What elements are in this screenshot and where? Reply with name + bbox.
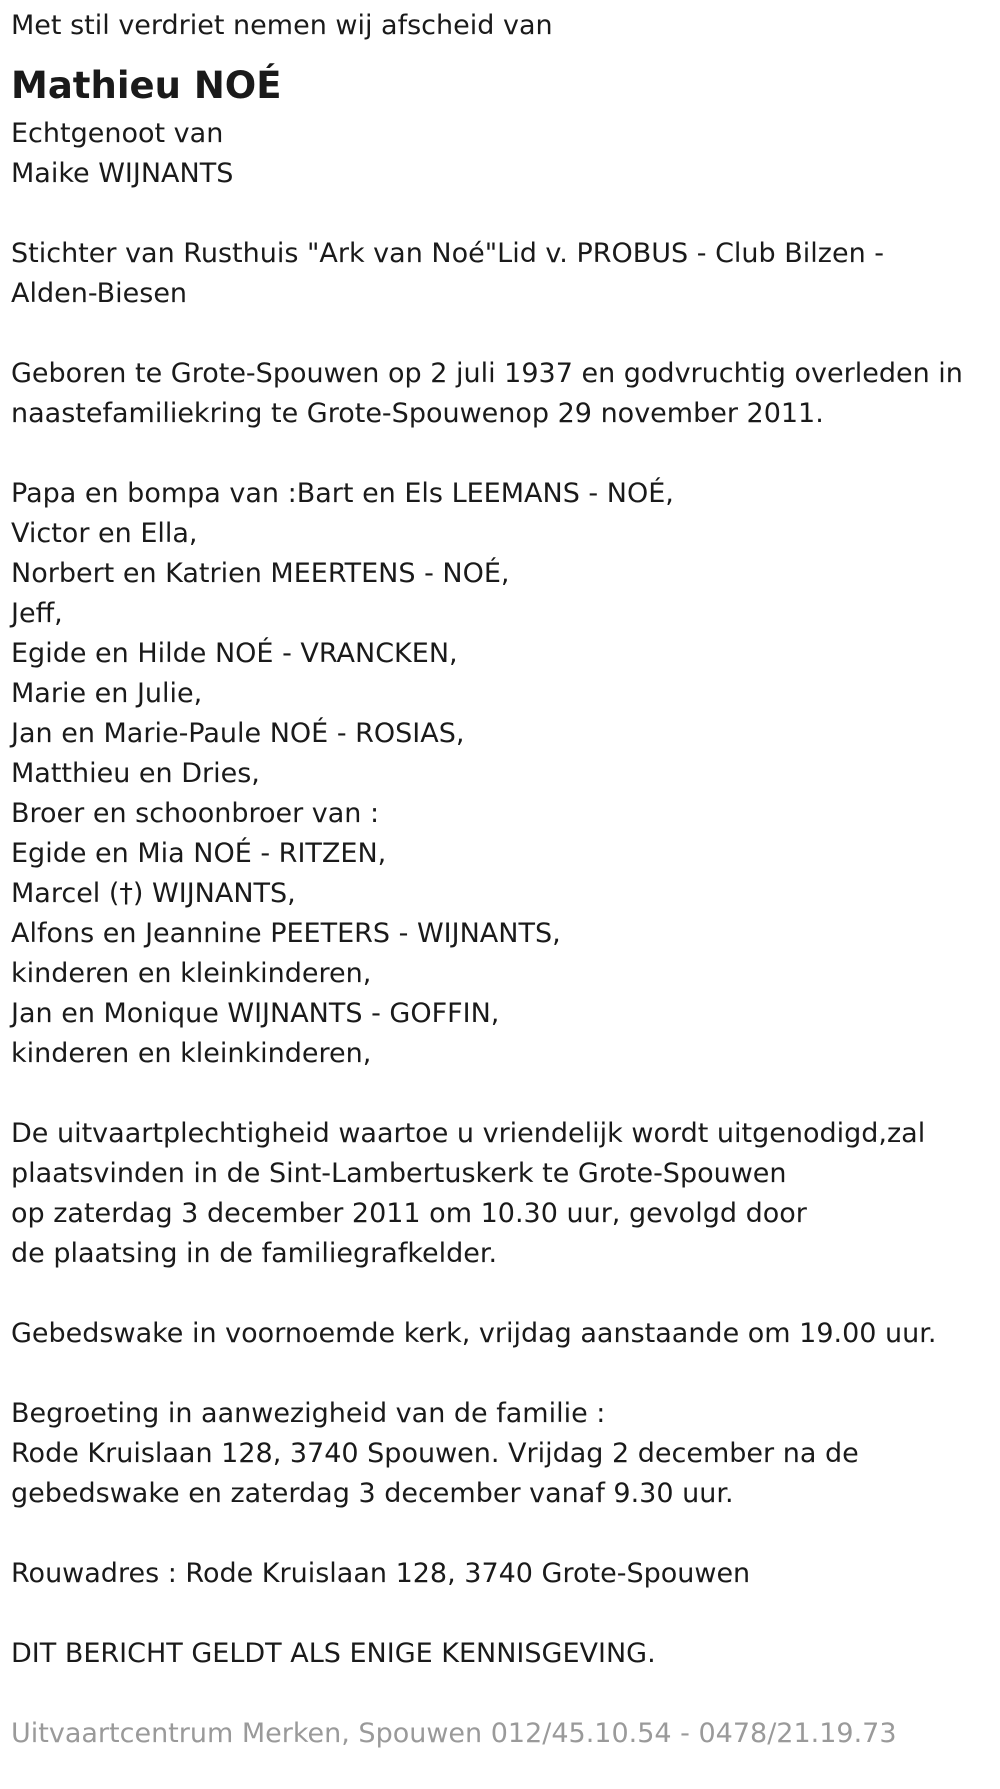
obituary-notice: [11, 6, 991, 1754]
birth-line: naastefamiliekring te Grote-Spouwenop 29 november 2011.: [11, 398, 824, 429]
family-line: Alfons en Jeannine PEETERS - WIJNANTS,: [11, 918, 561, 949]
spacer: [11, 434, 991, 474]
family-line: Egide en Mia NOÉ - RITZEN,: [11, 838, 387, 869]
ceremony-line: de plaatsing in de familiegrafkelder.: [11, 1238, 498, 1269]
greeting-line: gebedswake en zaterdag 3 december vanaf 9.30 uur.: [11, 1478, 734, 1509]
family-line: Broer en schoonbroer van :: [11, 798, 380, 829]
spacer: [11, 1274, 991, 1314]
family-line: Jeff,: [11, 598, 63, 629]
mourning-address: Rouwadres : Rode Kruislaan 128, 3740 Grote-Spouwen: [11, 1558, 751, 1589]
family-list: [11, 474, 991, 1074]
ceremony-line: plaatsvinden in de Sint-Lambertuskerk te Grote-Spouwen: [11, 1158, 787, 1189]
family-line: Marcel (†) WIJNANTS,: [11, 878, 296, 909]
notice-text: DIT BERICHT GELDT ALS ENIGE KENNISGEVING.: [11, 1638, 656, 1669]
family-line: Matthieu en Dries,: [11, 758, 260, 789]
spacer: [11, 1514, 991, 1554]
family-line: Jan en Monique WIJNANTS - GOFFIN,: [11, 998, 500, 1029]
funeral-home-footer: Uitvaartcentrum Merken, Spouwen 012/45.10.54 - 0478/21.19.73: [11, 1718, 897, 1749]
greeting-line: Rode Kruislaan 128, 3740 Spouwen. Vrijdag 2 december na de: [11, 1438, 859, 1469]
wake-text: Gebedswake in voornoemde kerk, vrijdag aanstaande om 19.00 uur.: [11, 1318, 937, 1349]
birth-line: Geboren te Grote-Spouwen op 2 juli 1937 en godvruchtig overleden in: [11, 358, 963, 389]
family-line: Marie en Julie,: [11, 678, 203, 709]
family-line: Egide en Hilde NOÉ - VRANCKEN,: [11, 638, 458, 669]
family-line: Victor en Ella,: [11, 518, 198, 549]
ceremony-line: op zaterdag 3 december 2011 om 10.30 uur, gevolgd door: [11, 1198, 807, 1229]
spacer: [11, 314, 991, 354]
spacer: [11, 1594, 991, 1634]
spacer: [11, 1074, 991, 1114]
intro-text: Met stil verdriet nemen wij afscheid van: [11, 10, 553, 41]
family-line: kinderen en kleinkinderen,: [11, 1038, 372, 1069]
founder-text: Stichter van Rusthuis "Ark van Noé"Lid v. PROBUS - Club Bilzen - Alden-Biesen: [11, 238, 885, 309]
family-line: Papa en bompa van :Bart en Els LEEMANS - NOÉ,: [11, 478, 674, 509]
greeting-line: Begroeting in aanwezigheid van de familie :: [11, 1398, 606, 1429]
spacer: [11, 1674, 991, 1714]
family-line: Norbert en Katrien MEERTENS - NOÉ,: [11, 558, 510, 589]
spouse-label: Echtgenoot van: [11, 118, 224, 149]
family-line: Jan en Marie-Paule NOÉ - ROSIAS,: [11, 718, 465, 749]
family-line: kinderen en kleinkinderen,: [11, 958, 372, 989]
deceased-name: Mathieu NOÉ: [11, 64, 282, 107]
spacer: [11, 194, 991, 234]
spacer: [11, 1354, 991, 1394]
ceremony-line: De uitvaartplechtigheid waartoe u vriendelijk wordt uitgenodigd,zal: [11, 1118, 926, 1149]
spouse-name: Maike WIJNANTS: [11, 158, 234, 189]
